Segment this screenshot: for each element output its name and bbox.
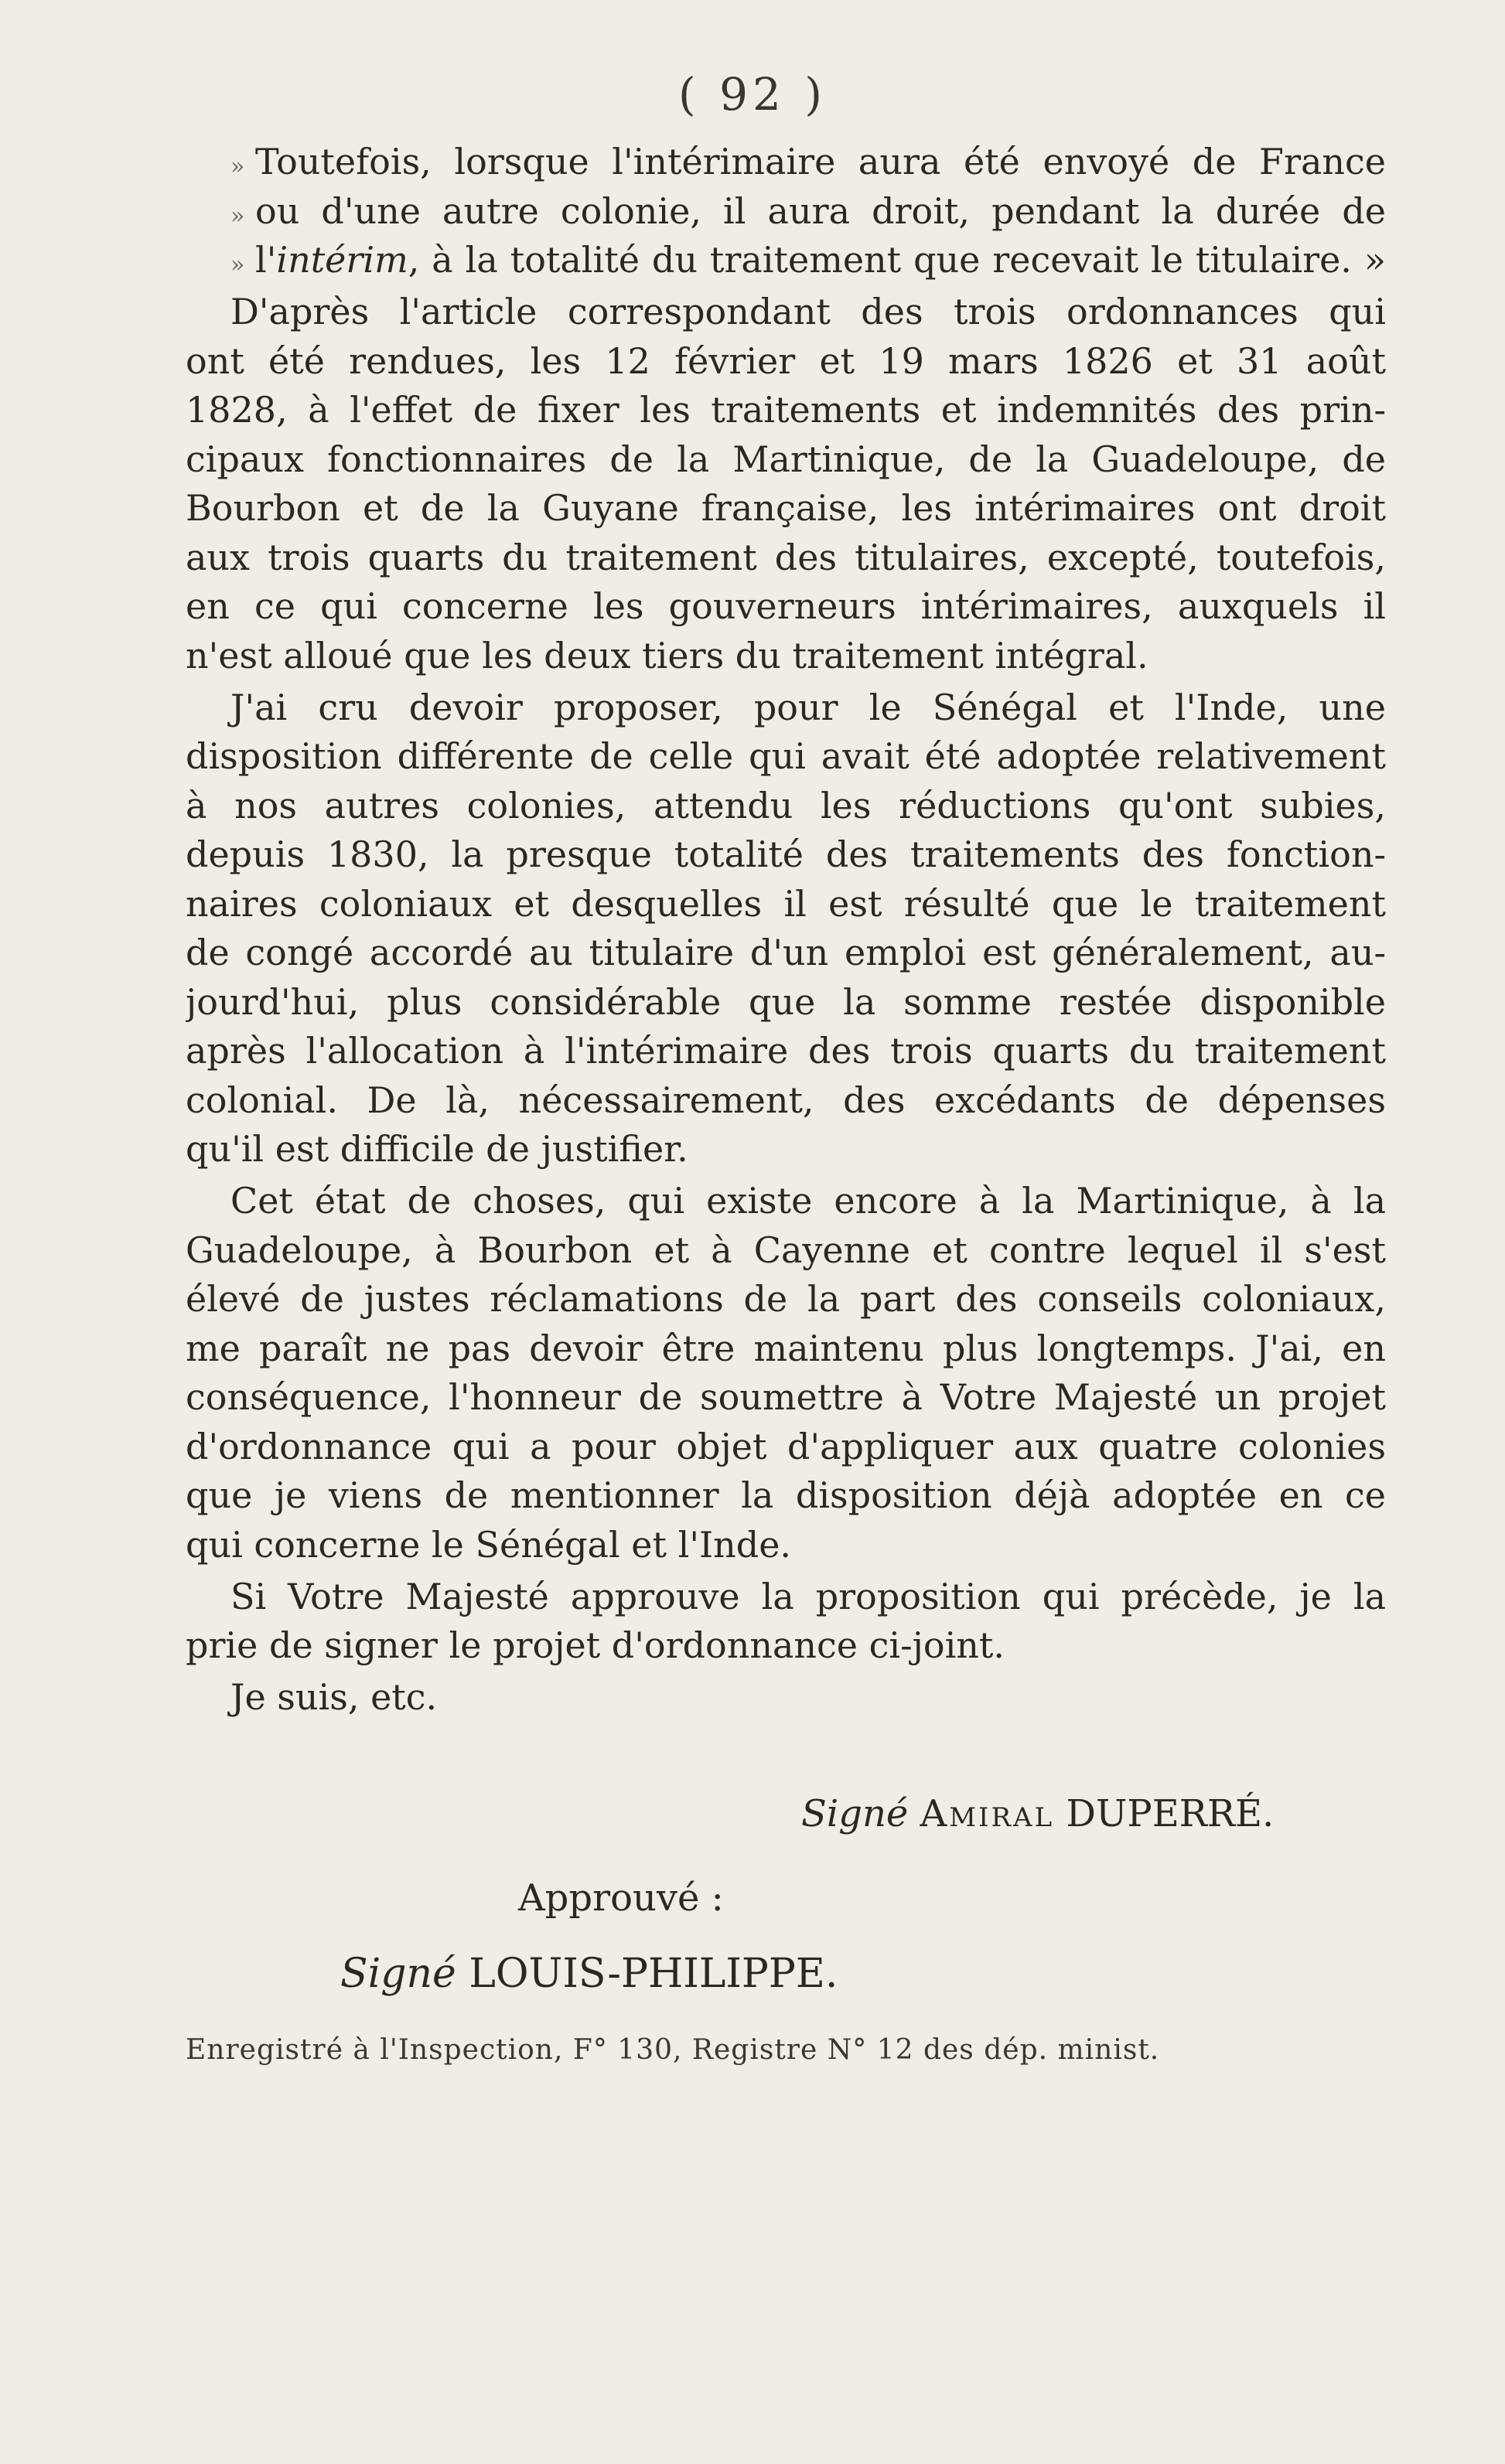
text-line: Cet état de choses, qui existe encore à la Martinique, à la	[230, 1180, 1386, 1222]
text-line: depuis 1830, la presque totalité des traitements des fonction-	[186, 833, 1386, 875]
text-line: Je suis, etc.	[230, 1676, 438, 1718]
text-line: cipaux fonctionnaires de la Martinique, de la Guadeloupe, de	[186, 438, 1386, 480]
paragraph	[186, 288, 1386, 680]
text-line	[186, 138, 1386, 187]
text-line: jourd'hui, plus considérable que la somme restée disponible	[186, 980, 1386, 1023]
approval-label: Approuvé :	[518, 1876, 724, 1920]
paragraph	[186, 1573, 1386, 1671]
text-line: naires coloniaux et desquelles il est résulté que le traitement	[186, 882, 1386, 925]
text-line: colonial. De là, nécessairement, des excédants de dépenses	[186, 1079, 1386, 1121]
text-line: qui concerne le Sénégal et l'Inde.	[186, 1523, 792, 1566]
quote-paragraph	[186, 138, 1386, 285]
signed-word: Signé	[801, 1792, 909, 1835]
text-line: D'après l'article correspondant des trois ordonnances qui	[230, 291, 1386, 332]
signatory-name: DUPERRÉ.	[1066, 1792, 1275, 1835]
text-line: d'ordonnance qui a pour objet d'appliquer aux quatre colonies	[186, 1425, 1386, 1467]
line-text: Toutefois, lorsque l'intérimaire aura été envoyé de France	[255, 141, 1386, 182]
text-line: à nos autres colonies, attendu les réductions qu'ont subies,	[186, 784, 1386, 826]
signed-word: Signé	[340, 1951, 456, 1997]
quote-mark: »	[230, 251, 245, 278]
text-line: J'ai cru devoir proposer, pour le Sénégal et l'Inde, une	[230, 686, 1386, 728]
minister-signature	[801, 1792, 1274, 1835]
text-line	[186, 236, 1386, 285]
text-line: conséquence, l'honneur de soumettre à Votre Majesté un projet	[186, 1376, 1386, 1418]
text-line: Si Votre Majesté approuve la proposition qui précède, je la	[230, 1575, 1386, 1617]
paragraph	[186, 1673, 1386, 1723]
page-number: ( 92 )	[678, 68, 827, 121]
text-line: Bourbon et de la Guyane française, les intérimaires ont droit	[186, 487, 1386, 529]
text-line: que je viens de mentionner la disposition déjà adoptée en ce	[186, 1474, 1386, 1516]
king-signature	[340, 1951, 838, 1997]
text-line: en ce qui concerne les gouverneurs intérimaires, auxquels il	[186, 585, 1386, 627]
text-line: me paraît ne pas devoir être maintenu plus longtemps. J'ai, en	[186, 1327, 1386, 1369]
line-text: ou d'une autre colonie, il aura droit, pendant la durée de	[255, 189, 1386, 232]
text-line: qu'il est difficile de justifier.	[186, 1128, 688, 1170]
text-line: élevé de justes réclamations de la part des conseils coloniaux,	[186, 1278, 1386, 1320]
text-line: de congé accordé au titulaire d'un emploi est généralement, au-	[186, 932, 1386, 973]
text-line: après l'allocation à l'intérimaire des trois quarts du traitement	[186, 1030, 1386, 1072]
text-line: aux trois quarts du traitement des titulaires, excepté, toutefois,	[186, 536, 1386, 578]
quote-mark: »	[230, 202, 245, 230]
quote-mark: »	[230, 153, 245, 180]
text-line: prie de signer le projet d'ordonnance ci-joint.	[186, 1624, 1005, 1666]
text-line: n'est alloué que les deux tiers du traitement intégral.	[186, 634, 1148, 676]
signatory-title: Amiral	[920, 1792, 1055, 1835]
body-text	[186, 138, 1386, 1723]
italic-word: intérim	[276, 239, 408, 281]
line-text: l'	[255, 239, 277, 281]
registration-note: Enregistré à l'Inspection, F° 130, Registre N° 12 des dép. minist.	[186, 2034, 1160, 2066]
text-line: Guadeloupe, à Bourbon et à Cayenne et contre lequel il s'est	[186, 1229, 1386, 1271]
text-line: ont été rendues, les 12 février et 19 mars 1826 et 31 août	[186, 339, 1386, 382]
text-line: 1828, à l'effet de fixer les traitements et indemnités des prin-	[186, 389, 1386, 431]
signatory-name: LOUIS-PHILIPPE.	[469, 1951, 838, 1997]
paragraph	[186, 683, 1386, 1174]
paragraph	[186, 1177, 1386, 1569]
text-line: disposition différente de celle qui avait été adoptée relativement	[186, 735, 1386, 777]
line-text: , à la totalité du traitement que recevait le titulaire. »	[408, 239, 1386, 281]
text-line	[186, 187, 1386, 237]
